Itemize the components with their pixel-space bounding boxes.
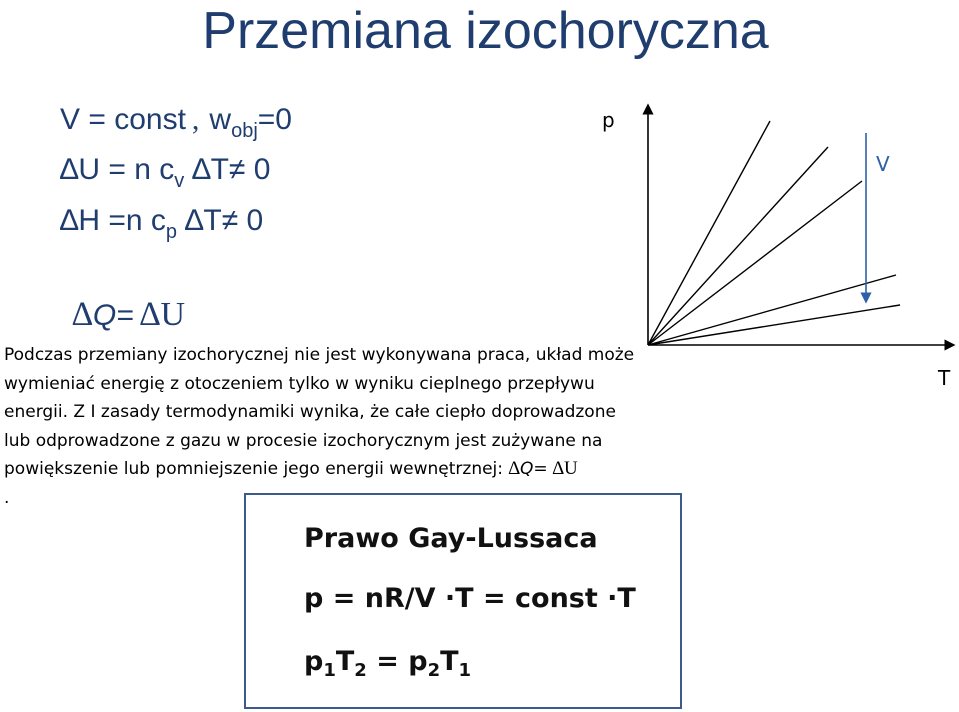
eq-subscript: 2 [427,660,441,681]
eq-text: T [440,646,459,677]
isochore-line [648,181,862,345]
paragraph-text: Q= [520,459,548,479]
formula-text: ∆T≠ 0 [192,153,271,186]
eq-text: p [304,646,324,677]
page-title: Przemiana izochoryczna [202,2,769,60]
pt-diagram [590,95,959,395]
law-heading: Prawo Gay-Lussaca [304,523,598,554]
isochore-line [648,121,770,345]
formula-text: Q= [92,299,134,332]
formula-subscript: obj [231,120,258,142]
paragraph-line: Podczas przemiany izochorycznej nie jest wykonywana praca, układ może [4,345,635,365]
delta-symbol: ∆ [72,296,93,333]
formula-text: ∆U = n c [60,153,175,186]
paragraph-line: . [4,487,10,508]
paragraph-line: energii. Z I zasady termodynamiki wynika, że całe ciepło doprowadzone [4,402,616,422]
isochore-lines [648,121,900,345]
isochore-line [648,305,900,345]
formula-text: ∆T≠ 0 [185,204,264,237]
gay-lussac-law-box [244,493,682,709]
formula-text: V = const [60,103,186,136]
eq-subscript: 1 [323,660,336,681]
y-axis-label: p [602,108,615,132]
law-equation-2 [304,646,471,681]
formula-subscript: v [174,170,185,192]
isochore-line [648,275,896,345]
paragraph-line: lub odprowadzone z gazu w procesie izochorycznym jest zużywane na [4,430,603,451]
formula-internal-energy [60,153,270,193]
delta-symbol: ∆ [508,458,521,479]
formula-text: =0 [257,103,292,136]
formula-separator: , [191,103,200,136]
formula-enthalpy [60,204,263,244]
formula-text: ∆H =n c [60,204,166,237]
x-axis-label: T [938,366,951,390]
eq-subscript: 1 [458,660,472,681]
paragraph-text: powiększenie lub pomniejszenie jego energii wewnętrznej: [4,459,509,479]
formula-text: w [209,103,232,136]
paragraph-line-formula [4,455,704,484]
volume-arrow-label: V [876,152,890,176]
formula-volume-const [60,103,292,143]
formula-subscript: p [165,221,178,243]
paragraph-line: wymieniać energię z otoczeniem tylko w wyniku cieplnego przepływu [4,373,595,394]
eq-text: T [335,646,355,677]
eq-text: = p [366,646,428,677]
eq-subscript: 2 [354,660,367,681]
heat-equals-energy-formula [72,296,185,334]
law-equation-1: p = nR/V ·T = const ·T [304,583,636,614]
isochore-line [648,147,828,345]
delta-symbol: ∆U [547,458,578,479]
formula-text: ∆U [139,296,186,333]
